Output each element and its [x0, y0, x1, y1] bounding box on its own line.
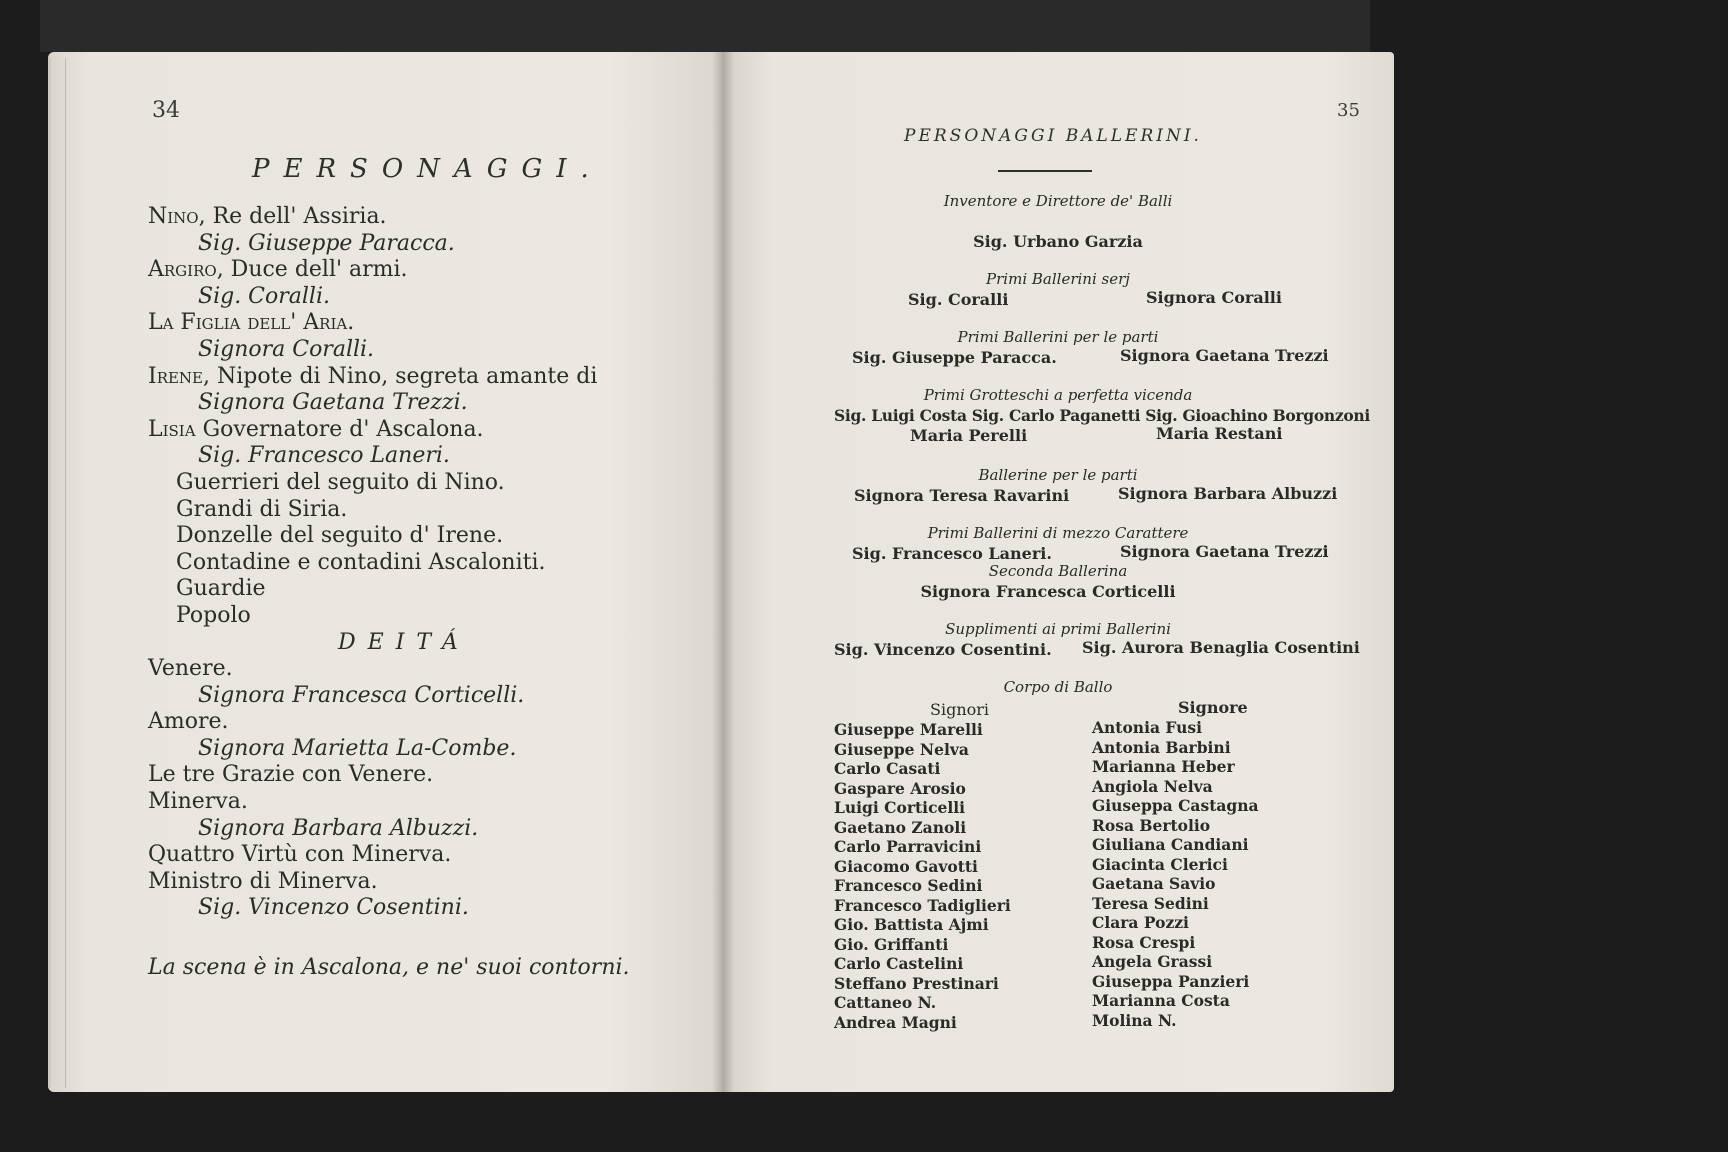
cast-entry [148, 310, 718, 337]
dancer-name: Antonia Barbini [1092, 737, 1231, 757]
dancer-name: Gio. Battista Ajmi [834, 915, 989, 934]
left-page [48, 52, 722, 1092]
dancer-name: Angela Grassi [1092, 952, 1213, 971]
cast-entry: Signora Coralli. [198, 336, 375, 362]
mezzo-section [722, 524, 1394, 542]
character-description: , Duce dell' armi. [216, 257, 408, 283]
right-page [722, 52, 1394, 1092]
seconda-name: Signora Francesca Corticelli [920, 582, 1176, 601]
supplimenti-heading: Supplimenti ai primi Ballerini [945, 620, 1171, 638]
grotteschi-line: Sig. Luigi Costa Sig. Carlo Paganetti Sig. Gioachino Borgonzoni [834, 406, 1370, 425]
mezzo-right: Signora Gaetana Trezzi [1120, 542, 1329, 561]
supplimenti-left: Sig. Vincenzo Cosentini. [834, 640, 1052, 659]
seconda-section [722, 562, 1394, 580]
dancer-name: Angiola Nelva [1092, 776, 1213, 796]
seconda-row [722, 582, 1394, 601]
cast-entry: Signora Gaetana Trezzi. [198, 390, 468, 416]
serj-heading: Primi Ballerini serj [986, 270, 1130, 288]
cast-entry: Ministro di Minerva. [148, 868, 378, 894]
dancer-name: Giuseppe Nelva [834, 739, 969, 759]
dancer-name: Carlo Castelini [834, 954, 964, 973]
dancer-name: Antonia Fusi [1092, 718, 1203, 737]
dancer-name: Francesco Tadiglieri [834, 895, 1011, 915]
supplimenti-right: Sig. Aurora Benaglia Cosentini [1082, 638, 1360, 657]
open-book [48, 52, 1394, 1092]
inventore-name: Sig. Urbano Garzia [973, 232, 1143, 251]
cast-entry: Sig. Francesco Laneri. [198, 443, 450, 469]
character-name: La Figlia dell' Aria [148, 310, 348, 336]
title-rule [998, 170, 1092, 172]
mezzo-left: Sig. Francesco Laneri. [852, 544, 1052, 563]
grotteschi-section [722, 386, 1394, 404]
cast-entry [148, 257, 718, 284]
character-name: Nino [148, 204, 199, 229]
mezzo-heading: Primi Ballerini di mezzo Carattere [927, 524, 1189, 542]
cast-entry: Grandi di Siria. [176, 496, 348, 522]
cast-entry: Venere. [148, 656, 233, 682]
grotteschi-right2: Maria Restani [1156, 424, 1283, 443]
grotteschi-heading: Primi Grotteschi a perfetta vicenda [923, 386, 1193, 404]
left-page-number: 34 [152, 98, 180, 123]
inventore-heading: Inventore e Direttore de' Balli [943, 192, 1173, 210]
dancer-name: Steffano Prestinari [834, 973, 999, 993]
dancer-name: Giuseppa Castagna [1092, 796, 1259, 815]
scene-note: La scena è in Ascalona, e ne' suoi contorni. [148, 955, 630, 980]
signori-heading: Signori [930, 700, 990, 719]
backdrop [40, 0, 1370, 52]
dancer-name: Giuseppa Panzieri [1092, 971, 1250, 991]
dancer-name: Marianna Heber [1092, 757, 1235, 776]
left-page-title: PERSONAGGI. [252, 154, 603, 184]
parti-heading: Primi Ballerini per le parti [957, 328, 1159, 346]
signore-list [1092, 718, 1259, 1030]
cast-entry [148, 204, 718, 231]
signore-heading: Signore [1178, 698, 1248, 717]
inventore-row [722, 232, 1394, 251]
dancer-name: Carlo Parravicini [834, 837, 982, 856]
right-page-number: 35 [1337, 100, 1360, 121]
cast-entry: Signora Francesca Corticelli. [198, 682, 525, 708]
book-gutter [712, 52, 734, 1092]
cast-entry: Le tre Grazie con Venere. [148, 762, 434, 788]
cast-entry: Sig. Vincenzo Cosentini. [198, 895, 469, 921]
dancer-name: Rosa Crespi [1092, 932, 1196, 952]
character-description: , Nipote di Nino, segreta amante di [203, 363, 598, 389]
cast-entry [148, 364, 718, 391]
seconda-heading: Seconda Ballerina [988, 562, 1128, 580]
dancer-name: Clara Pozzi [1092, 913, 1189, 932]
dancer-name: Gio. Griffanti [834, 934, 949, 954]
dancer-name: Giacomo Gavotti [834, 856, 978, 876]
supplimenti-section [722, 620, 1394, 638]
cast-entry: Minerva. [148, 789, 248, 815]
serj-section [722, 270, 1394, 288]
inventore-section [722, 192, 1394, 210]
cast-entry: Quattro Virtù con Minerva. [148, 842, 452, 868]
cast-entry: Popolo [176, 602, 251, 628]
character-description: Governatore d' Ascalona. [195, 416, 484, 442]
cast-entry: Donzelle del seguito d' Irene. [176, 523, 504, 549]
dancer-name: Giacinta Clerici [1092, 854, 1228, 874]
cast-entry: Guardie [176, 576, 266, 602]
serj-left: Sig. Coralli [908, 290, 1009, 309]
cast-entry: DEITÁ [338, 629, 470, 655]
dancer-name: Gaetano Zanoli [834, 817, 967, 837]
dancer-name: Gaspare Arosio [834, 778, 966, 798]
right-page-title: PERSONAGGI BALLERINI. [904, 126, 1202, 146]
ballerine-heading: Ballerine per le parti [978, 466, 1138, 484]
dancer-name: Carlo Casati [834, 759, 941, 778]
character-description: . [347, 310, 355, 336]
character-name: Lisia [148, 416, 196, 442]
dancer-name: Teresa Sedini [1092, 893, 1209, 913]
dancer-name: Molina N. [1092, 1010, 1177, 1030]
parti-section [722, 328, 1394, 346]
cast-entry: Signora Marietta La-Combe. [198, 735, 517, 761]
cast-entry: Sig. Giuseppe Paracca. [198, 230, 455, 256]
dancer-name: Cattaneo N. [834, 993, 937, 1012]
dancer-name: Giuseppe Marelli [834, 720, 983, 739]
dancer-name: Luigi Corticelli [834, 798, 966, 817]
ballerine-left: Signora Teresa Ravarini [854, 486, 1070, 505]
cast-entry: Amore. [148, 709, 229, 735]
page-edge-stack [48, 58, 66, 1088]
dancer-name: Francesco Sedini [834, 876, 983, 895]
character-description: , Re dell' Assiria. [198, 204, 387, 229]
parti-left: Sig. Giuseppe Paracca. [852, 348, 1057, 367]
dancer-name: Gaetana Savio [1092, 874, 1216, 893]
dancer-name: Marianna Costa [1092, 991, 1230, 1010]
dancer-name: Giuliana Candiani [1092, 835, 1249, 854]
cast-entry: Guerrieri del seguito di Nino. [176, 469, 505, 495]
dancer-name: Andrea Magni [834, 1012, 957, 1032]
corpo-heading: Corpo di Ballo [1003, 678, 1113, 696]
grotteschi-left2: Maria Perelli [910, 426, 1028, 445]
cast-entry: Sig. Coralli. [198, 283, 330, 309]
cast-entry: Contadine e contadini Ascaloniti. [176, 549, 546, 575]
cast-entry: Signora Barbara Albuzzi. [198, 815, 479, 841]
dancer-name: Rosa Bertolio [1092, 815, 1211, 835]
character-name: Argiro [148, 257, 217, 283]
serj-right: Signora Coralli [1146, 288, 1282, 307]
ballerine-right: Signora Barbara Albuzzi [1118, 484, 1338, 503]
cast-entry [148, 417, 718, 444]
signori-list [834, 720, 1011, 1032]
cast-list [148, 204, 718, 922]
character-name: Irene [148, 363, 204, 389]
parti-right: Signora Gaetana Trezzi [1120, 346, 1329, 365]
ballerine-section [722, 466, 1394, 484]
